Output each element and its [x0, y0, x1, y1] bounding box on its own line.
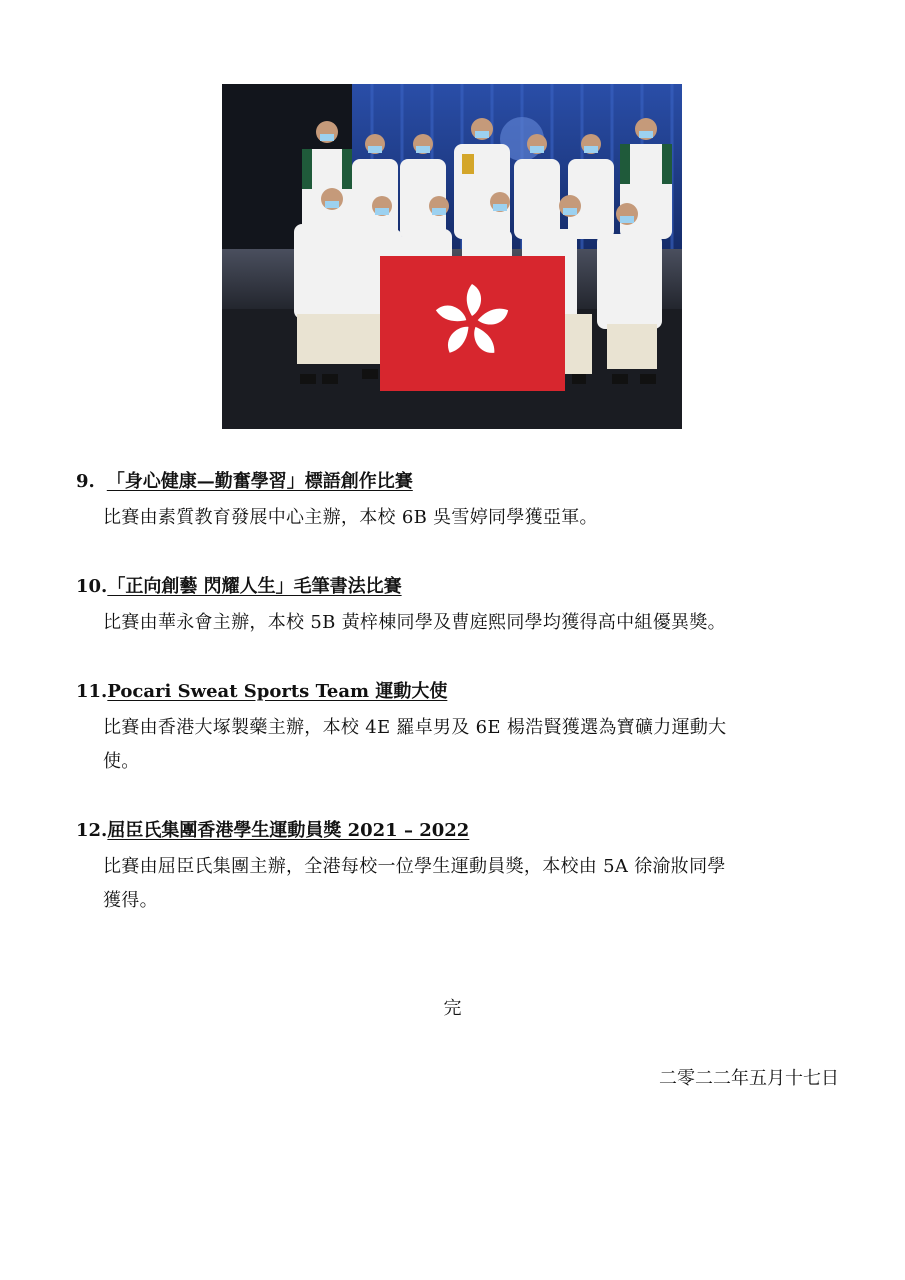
section-body-line: 比賽由香港大塚製藥主辦，本校 4E 羅卓男及 6E 楊浩賢獲選為寶礦力運動大: [103, 717, 727, 738]
document-date: 二零二二年五月十七日: [659, 1068, 839, 1089]
section-heading: [76, 679, 836, 705]
section-number: 9.: [76, 471, 95, 492]
section-body: 比賽由素質教育發展中心主辦，本校 6B 吳雪婷同學獲亞軍。: [103, 507, 598, 528]
end-mark: 完: [443, 998, 462, 1019]
section-heading: [76, 818, 836, 844]
award-section-9: [76, 469, 836, 535]
section-title: 「正向創藝 閃耀人生」毛筆書法比賽: [107, 576, 402, 597]
section-body-line: 獲得。: [103, 890, 158, 911]
section-title: 「身心健康—勤奮學習」標語創作比賽: [106, 471, 413, 492]
award-section-12: [76, 818, 836, 918]
award-section-11: [76, 679, 836, 779]
section-number: 11.: [76, 681, 108, 702]
section-heading: [76, 469, 836, 495]
team-photo: [222, 84, 682, 429]
section-title: Pocari Sweat Sports Team 運動大使: [107, 681, 448, 702]
team-photo-illustration: [222, 84, 682, 429]
hong-kong-flag: [380, 256, 565, 391]
section-body-line: 使。: [103, 751, 140, 772]
section-body-line: 比賽由屈臣氏集團主辦，全港每校一位學生運動員獎，本校由 5A 徐渝妝同學: [103, 856, 726, 877]
award-section-10: [76, 574, 836, 640]
section-number: 10.: [76, 576, 108, 597]
section-number: 12.: [76, 820, 108, 841]
section-body: 比賽由華永會主辦，本校 5B 黃梓棟同學及曹庭熙同學均獲得高中組優異獎。: [103, 612, 726, 633]
section-heading: [76, 574, 836, 600]
section-body: [103, 850, 836, 918]
section-title: 屈臣氏集團香港學生運動員獎 2021 – 2022: [107, 820, 470, 841]
section-body: [103, 711, 836, 779]
